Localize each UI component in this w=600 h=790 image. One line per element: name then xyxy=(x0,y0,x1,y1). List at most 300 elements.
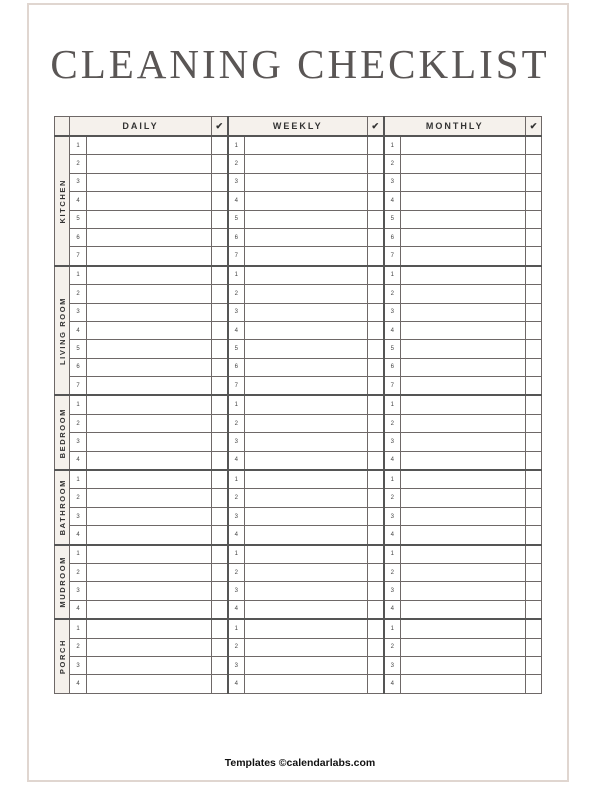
daily-checkbox[interactable] xyxy=(212,395,228,414)
daily-task-field[interactable] xyxy=(87,451,212,470)
daily-row-number: 1 xyxy=(70,266,87,285)
monthly-checkbox[interactable] xyxy=(526,192,542,210)
monthly-row-number: 7 xyxy=(384,377,401,396)
weekly-task-field[interactable] xyxy=(245,136,368,155)
daily-checkbox[interactable] xyxy=(212,507,228,525)
table-row xyxy=(55,285,542,303)
daily-task-field[interactable] xyxy=(87,600,212,619)
weekly-row-number: 2 xyxy=(228,489,245,507)
daily-row-number: 6 xyxy=(70,228,87,246)
monthly-checkbox[interactable] xyxy=(526,451,542,470)
daily-checkbox[interactable] xyxy=(212,303,228,321)
monthly-checkbox[interactable] xyxy=(526,619,542,638)
weekly-checkbox[interactable] xyxy=(368,675,384,693)
checklist-table xyxy=(54,116,542,694)
weekly-task-field[interactable] xyxy=(245,321,368,339)
table-row xyxy=(55,451,542,470)
section-label: PORCH xyxy=(57,638,67,674)
weekly-checkbox[interactable] xyxy=(368,192,384,210)
weekly-task-field[interactable] xyxy=(245,173,368,191)
daily-checkbox[interactable] xyxy=(212,638,228,656)
daily-checkbox[interactable] xyxy=(212,545,228,564)
weekly-task-field[interactable] xyxy=(245,358,368,376)
monthly-checkbox[interactable] xyxy=(526,266,542,285)
daily-checkbox[interactable] xyxy=(212,285,228,303)
daily-task-field[interactable] xyxy=(87,675,212,693)
daily-task-field[interactable] xyxy=(87,395,212,414)
daily-checkbox[interactable] xyxy=(212,377,228,396)
daily-row-number: 5 xyxy=(70,210,87,228)
daily-task-field[interactable] xyxy=(87,526,212,545)
monthly-task-field[interactable] xyxy=(401,470,526,489)
monthly-task-field[interactable] xyxy=(401,173,526,191)
monthly-checkbox[interactable] xyxy=(526,675,542,693)
monthly-task-field[interactable] xyxy=(401,247,526,266)
weekly-checkbox[interactable] xyxy=(368,638,384,656)
weekly-row-number: 7 xyxy=(228,247,245,266)
monthly-task-field[interactable] xyxy=(401,377,526,396)
weekly-checkbox[interactable] xyxy=(368,489,384,507)
table-row xyxy=(55,377,542,396)
daily-task-field[interactable] xyxy=(87,489,212,507)
weekly-row-number: 6 xyxy=(228,228,245,246)
weekly-row-number: 4 xyxy=(228,321,245,339)
section-label-cell xyxy=(55,470,70,545)
monthly-task-field[interactable] xyxy=(401,358,526,376)
monthly-header: MONTHLY xyxy=(384,117,526,137)
weekly-checkbox[interactable] xyxy=(368,155,384,173)
table-row xyxy=(55,433,542,451)
monthly-task-field[interactable] xyxy=(401,563,526,581)
daily-task-field[interactable] xyxy=(87,266,212,285)
weekly-row-number: 3 xyxy=(228,303,245,321)
monthly-checkbox[interactable] xyxy=(526,358,542,376)
table-row xyxy=(55,395,542,414)
monthly-task-field[interactable] xyxy=(401,395,526,414)
monthly-row-number: 2 xyxy=(384,155,401,173)
daily-check-header: ✔ xyxy=(212,117,228,137)
monthly-row-number: 3 xyxy=(384,656,401,674)
daily-row-number: 4 xyxy=(70,321,87,339)
weekly-checkbox[interactable] xyxy=(368,526,384,545)
weekly-checkbox[interactable] xyxy=(368,433,384,451)
weekly-row-number: 1 xyxy=(228,266,245,285)
weekly-checkbox[interactable] xyxy=(368,395,384,414)
weekly-checkbox[interactable] xyxy=(368,266,384,285)
weekly-checkbox[interactable] xyxy=(368,582,384,600)
daily-row-number: 3 xyxy=(70,173,87,191)
weekly-checkbox[interactable] xyxy=(368,656,384,674)
monthly-checkbox[interactable] xyxy=(526,321,542,339)
section-label: KITCHEN xyxy=(57,178,67,224)
monthly-task-field[interactable] xyxy=(401,489,526,507)
table-row xyxy=(55,414,542,432)
weekly-checkbox[interactable] xyxy=(368,358,384,376)
table-row xyxy=(55,619,542,638)
monthly-task-field[interactable] xyxy=(401,303,526,321)
weekly-task-field[interactable] xyxy=(245,470,368,489)
table-row xyxy=(55,470,542,489)
weekly-task-field[interactable] xyxy=(245,526,368,545)
daily-checkbox[interactable] xyxy=(212,340,228,358)
monthly-checkbox[interactable] xyxy=(526,340,542,358)
table-row xyxy=(55,545,542,564)
weekly-task-field[interactable] xyxy=(245,675,368,693)
weekly-task-field[interactable] xyxy=(245,600,368,619)
weekly-checkbox[interactable] xyxy=(368,470,384,489)
monthly-row-number: 4 xyxy=(384,526,401,545)
daily-checkbox[interactable] xyxy=(212,582,228,600)
monthly-checkbox[interactable] xyxy=(526,470,542,489)
corner-cell xyxy=(55,117,70,137)
weekly-task-field[interactable] xyxy=(245,340,368,358)
monthly-check-header: ✔ xyxy=(526,117,542,137)
daily-checkbox[interactable] xyxy=(212,247,228,266)
monthly-row-number: 2 xyxy=(384,563,401,581)
daily-checkbox[interactable] xyxy=(212,470,228,489)
daily-checkbox[interactable] xyxy=(212,451,228,470)
daily-row-number: 5 xyxy=(70,340,87,358)
monthly-row-number: 4 xyxy=(384,451,401,470)
section-label-cell xyxy=(55,545,70,620)
daily-task-field[interactable] xyxy=(87,321,212,339)
table-row xyxy=(55,303,542,321)
monthly-task-field[interactable] xyxy=(401,638,526,656)
monthly-checkbox[interactable] xyxy=(526,303,542,321)
monthly-checkbox[interactable] xyxy=(526,414,542,432)
daily-task-field[interactable] xyxy=(87,358,212,376)
table-row xyxy=(55,526,542,545)
monthly-task-field[interactable] xyxy=(401,433,526,451)
daily-row-number: 2 xyxy=(70,414,87,432)
weekly-row-number: 5 xyxy=(228,340,245,358)
daily-checkbox[interactable] xyxy=(212,433,228,451)
monthly-task-field[interactable] xyxy=(401,675,526,693)
daily-task-field[interactable] xyxy=(87,582,212,600)
weekly-task-field[interactable] xyxy=(245,656,368,674)
weekly-task-field[interactable] xyxy=(245,563,368,581)
monthly-row-number: 4 xyxy=(384,192,401,210)
daily-task-field[interactable] xyxy=(87,638,212,656)
daily-row-number: 7 xyxy=(70,247,87,266)
weekly-task-field[interactable] xyxy=(245,285,368,303)
monthly-checkbox[interactable] xyxy=(526,210,542,228)
weekly-checkbox[interactable] xyxy=(368,285,384,303)
weekly-row-number: 1 xyxy=(228,470,245,489)
monthly-row-number: 1 xyxy=(384,619,401,638)
daily-task-field[interactable] xyxy=(87,192,212,210)
table-row xyxy=(55,192,542,210)
monthly-row-number: 4 xyxy=(384,675,401,693)
weekly-checkbox[interactable] xyxy=(368,303,384,321)
daily-header: DAILY xyxy=(70,117,212,137)
monthly-checkbox[interactable] xyxy=(526,563,542,581)
daily-checkbox[interactable] xyxy=(212,228,228,246)
daily-task-field[interactable] xyxy=(87,414,212,432)
monthly-checkbox[interactable] xyxy=(526,433,542,451)
section-label: BATHROOM xyxy=(57,479,67,536)
monthly-checkbox[interactable] xyxy=(526,247,542,266)
monthly-checkbox[interactable] xyxy=(526,377,542,396)
weekly-checkbox[interactable] xyxy=(368,600,384,619)
monthly-checkbox[interactable] xyxy=(526,173,542,191)
daily-row-number: 4 xyxy=(70,675,87,693)
weekly-task-field[interactable] xyxy=(245,377,368,396)
daily-checkbox[interactable] xyxy=(212,600,228,619)
weekly-row-number: 4 xyxy=(228,192,245,210)
table-row xyxy=(55,173,542,191)
monthly-row-number: 2 xyxy=(384,414,401,432)
table-row xyxy=(55,358,542,376)
weekly-task-field[interactable] xyxy=(245,228,368,246)
daily-task-field[interactable] xyxy=(87,173,212,191)
weekly-task-field[interactable] xyxy=(245,638,368,656)
daily-task-field[interactable] xyxy=(87,507,212,525)
weekly-row-number: 4 xyxy=(228,600,245,619)
monthly-row-number: 5 xyxy=(384,340,401,358)
daily-row-number: 4 xyxy=(70,192,87,210)
weekly-checkbox[interactable] xyxy=(368,507,384,525)
weekly-row-number: 4 xyxy=(228,451,245,470)
table-row xyxy=(55,321,542,339)
monthly-checkbox[interactable] xyxy=(526,600,542,619)
monthly-row-number: 1 xyxy=(384,266,401,285)
monthly-task-field[interactable] xyxy=(401,228,526,246)
daily-row-number: 6 xyxy=(70,358,87,376)
daily-task-field[interactable] xyxy=(87,285,212,303)
monthly-checkbox[interactable] xyxy=(526,285,542,303)
weekly-row-number: 3 xyxy=(228,582,245,600)
section-label-cell xyxy=(55,266,70,396)
table-row xyxy=(55,136,542,155)
page-title: CLEANING CHECKLIST xyxy=(50,41,550,87)
monthly-task-field[interactable] xyxy=(401,582,526,600)
monthly-task-field[interactable] xyxy=(401,414,526,432)
weekly-row-number: 1 xyxy=(228,395,245,414)
daily-task-field[interactable] xyxy=(87,619,212,638)
daily-task-field[interactable] xyxy=(87,470,212,489)
daily-task-field[interactable] xyxy=(87,563,212,581)
daily-row-number: 2 xyxy=(70,489,87,507)
weekly-row-number: 6 xyxy=(228,358,245,376)
weekly-row-number: 2 xyxy=(228,414,245,432)
daily-task-field[interactable] xyxy=(87,377,212,396)
weekly-task-field[interactable] xyxy=(245,619,368,638)
weekly-task-field[interactable] xyxy=(245,155,368,173)
weekly-task-field[interactable] xyxy=(245,414,368,432)
monthly-row-number: 3 xyxy=(384,303,401,321)
daily-row-number: 1 xyxy=(70,136,87,155)
weekly-checkbox[interactable] xyxy=(368,173,384,191)
monthly-checkbox[interactable] xyxy=(526,526,542,545)
weekly-task-field[interactable] xyxy=(245,266,368,285)
table-row xyxy=(55,340,542,358)
daily-task-field[interactable] xyxy=(87,210,212,228)
weekly-checkbox[interactable] xyxy=(368,136,384,155)
weekly-checkbox[interactable] xyxy=(368,619,384,638)
daily-checkbox[interactable] xyxy=(212,136,228,155)
monthly-task-field[interactable] xyxy=(401,507,526,525)
monthly-task-field[interactable] xyxy=(401,155,526,173)
weekly-row-number: 2 xyxy=(228,155,245,173)
monthly-row-number: 2 xyxy=(384,489,401,507)
daily-checkbox[interactable] xyxy=(212,155,228,173)
weekly-task-field[interactable] xyxy=(245,489,368,507)
daily-checkbox[interactable] xyxy=(212,656,228,674)
monthly-task-field[interactable] xyxy=(401,136,526,155)
weekly-checkbox[interactable] xyxy=(368,414,384,432)
weekly-row-number: 5 xyxy=(228,210,245,228)
weekly-check-header: ✔ xyxy=(368,117,384,137)
daily-row-number: 2 xyxy=(70,155,87,173)
weekly-task-field[interactable] xyxy=(245,507,368,525)
monthly-checkbox[interactable] xyxy=(526,545,542,564)
monthly-task-field[interactable] xyxy=(401,619,526,638)
weekly-row-number: 3 xyxy=(228,507,245,525)
weekly-row-number: 3 xyxy=(228,656,245,674)
daily-task-field[interactable] xyxy=(87,433,212,451)
daily-checkbox[interactable] xyxy=(212,675,228,693)
daily-row-number: 7 xyxy=(70,377,87,396)
table-row xyxy=(55,155,542,173)
section-label: BEDROOM xyxy=(57,407,67,458)
monthly-task-field[interactable] xyxy=(401,321,526,339)
monthly-task-field[interactable] xyxy=(401,210,526,228)
monthly-task-field[interactable] xyxy=(401,545,526,564)
monthly-checkbox[interactable] xyxy=(526,656,542,674)
daily-checkbox[interactable] xyxy=(212,210,228,228)
table-row xyxy=(55,582,542,600)
daily-row-number: 3 xyxy=(70,507,87,525)
weekly-checkbox[interactable] xyxy=(368,545,384,564)
monthly-task-field[interactable] xyxy=(401,192,526,210)
weekly-row-number: 2 xyxy=(228,563,245,581)
weekly-checkbox[interactable] xyxy=(368,247,384,266)
daily-row-number: 1 xyxy=(70,395,87,414)
weekly-checkbox[interactable] xyxy=(368,210,384,228)
weekly-task-field[interactable] xyxy=(245,247,368,266)
weekly-checkbox[interactable] xyxy=(368,340,384,358)
weekly-row-number: 3 xyxy=(228,173,245,191)
monthly-checkbox[interactable] xyxy=(526,582,542,600)
monthly-row-number: 3 xyxy=(384,433,401,451)
monthly-checkbox[interactable] xyxy=(526,638,542,656)
monthly-row-number: 4 xyxy=(384,321,401,339)
daily-checkbox[interactable] xyxy=(212,563,228,581)
daily-task-field[interactable] xyxy=(87,136,212,155)
daily-checkbox[interactable] xyxy=(212,619,228,638)
daily-row-number: 2 xyxy=(70,563,87,581)
daily-row-number: 3 xyxy=(70,303,87,321)
monthly-checkbox[interactable] xyxy=(526,489,542,507)
monthly-row-number: 3 xyxy=(384,582,401,600)
footer-credit: Templates ©calendarlabs.com xyxy=(224,757,376,769)
weekly-row-number: 3 xyxy=(228,433,245,451)
table-row xyxy=(55,507,542,525)
table-row xyxy=(55,489,542,507)
monthly-row-number: 3 xyxy=(384,173,401,191)
monthly-row-number: 1 xyxy=(384,470,401,489)
daily-row-number: 2 xyxy=(70,638,87,656)
table-row xyxy=(55,247,542,266)
daily-task-field[interactable] xyxy=(87,247,212,266)
weekly-checkbox[interactable] xyxy=(368,451,384,470)
section-label-cell xyxy=(55,136,70,266)
monthly-row-number: 6 xyxy=(384,228,401,246)
monthly-task-field[interactable] xyxy=(401,266,526,285)
table-row xyxy=(55,563,542,581)
monthly-task-field[interactable] xyxy=(401,451,526,470)
monthly-task-field[interactable] xyxy=(401,656,526,674)
monthly-task-field[interactable] xyxy=(401,600,526,619)
daily-checkbox[interactable] xyxy=(212,414,228,432)
monthly-row-number: 2 xyxy=(384,285,401,303)
section-label: MUDROOM xyxy=(57,556,67,608)
weekly-checkbox[interactable] xyxy=(368,321,384,339)
daily-task-field[interactable] xyxy=(87,656,212,674)
daily-checkbox[interactable] xyxy=(212,526,228,545)
monthly-checkbox[interactable] xyxy=(526,155,542,173)
daily-checkbox[interactable] xyxy=(212,266,228,285)
weekly-row-number: 1 xyxy=(228,545,245,564)
weekly-task-field[interactable] xyxy=(245,451,368,470)
weekly-row-number: 4 xyxy=(228,675,245,693)
weekly-row-number: 2 xyxy=(228,285,245,303)
daily-row-number: 4 xyxy=(70,600,87,619)
monthly-task-field[interactable] xyxy=(401,340,526,358)
weekly-checkbox[interactable] xyxy=(368,228,384,246)
monthly-checkbox[interactable] xyxy=(526,136,542,155)
monthly-row-number: 1 xyxy=(384,395,401,414)
monthly-row-number: 4 xyxy=(384,600,401,619)
monthly-checkbox[interactable] xyxy=(526,395,542,414)
weekly-checkbox[interactable] xyxy=(368,377,384,396)
daily-checkbox[interactable] xyxy=(212,321,228,339)
daily-task-field[interactable] xyxy=(87,155,212,173)
monthly-task-field[interactable] xyxy=(401,285,526,303)
section-label: LIVING ROOM xyxy=(57,296,67,365)
daily-task-field[interactable] xyxy=(87,340,212,358)
daily-row-number: 1 xyxy=(70,545,87,564)
daily-task-field[interactable] xyxy=(87,228,212,246)
monthly-checkbox[interactable] xyxy=(526,228,542,246)
weekly-task-field[interactable] xyxy=(245,433,368,451)
weekly-task-field[interactable] xyxy=(245,545,368,564)
weekly-task-field[interactable] xyxy=(245,303,368,321)
daily-row-number: 1 xyxy=(70,619,87,638)
monthly-row-number: 6 xyxy=(384,358,401,376)
daily-task-field[interactable] xyxy=(87,303,212,321)
daily-row-number: 3 xyxy=(70,656,87,674)
weekly-task-field[interactable] xyxy=(245,582,368,600)
daily-row-number: 3 xyxy=(70,582,87,600)
weekly-task-field[interactable] xyxy=(245,192,368,210)
daily-checkbox[interactable] xyxy=(212,358,228,376)
weekly-task-field[interactable] xyxy=(245,210,368,228)
header-row xyxy=(55,117,542,137)
weekly-task-field[interactable] xyxy=(245,395,368,414)
monthly-task-field[interactable] xyxy=(401,526,526,545)
weekly-row-number: 2 xyxy=(228,638,245,656)
daily-row-number: 2 xyxy=(70,285,87,303)
daily-task-field[interactable] xyxy=(87,545,212,564)
weekly-row-number: 1 xyxy=(228,619,245,638)
daily-checkbox[interactable] xyxy=(212,489,228,507)
weekly-checkbox[interactable] xyxy=(368,563,384,581)
monthly-checkbox[interactable] xyxy=(526,507,542,525)
daily-checkbox[interactable] xyxy=(212,173,228,191)
daily-checkbox[interactable] xyxy=(212,192,228,210)
